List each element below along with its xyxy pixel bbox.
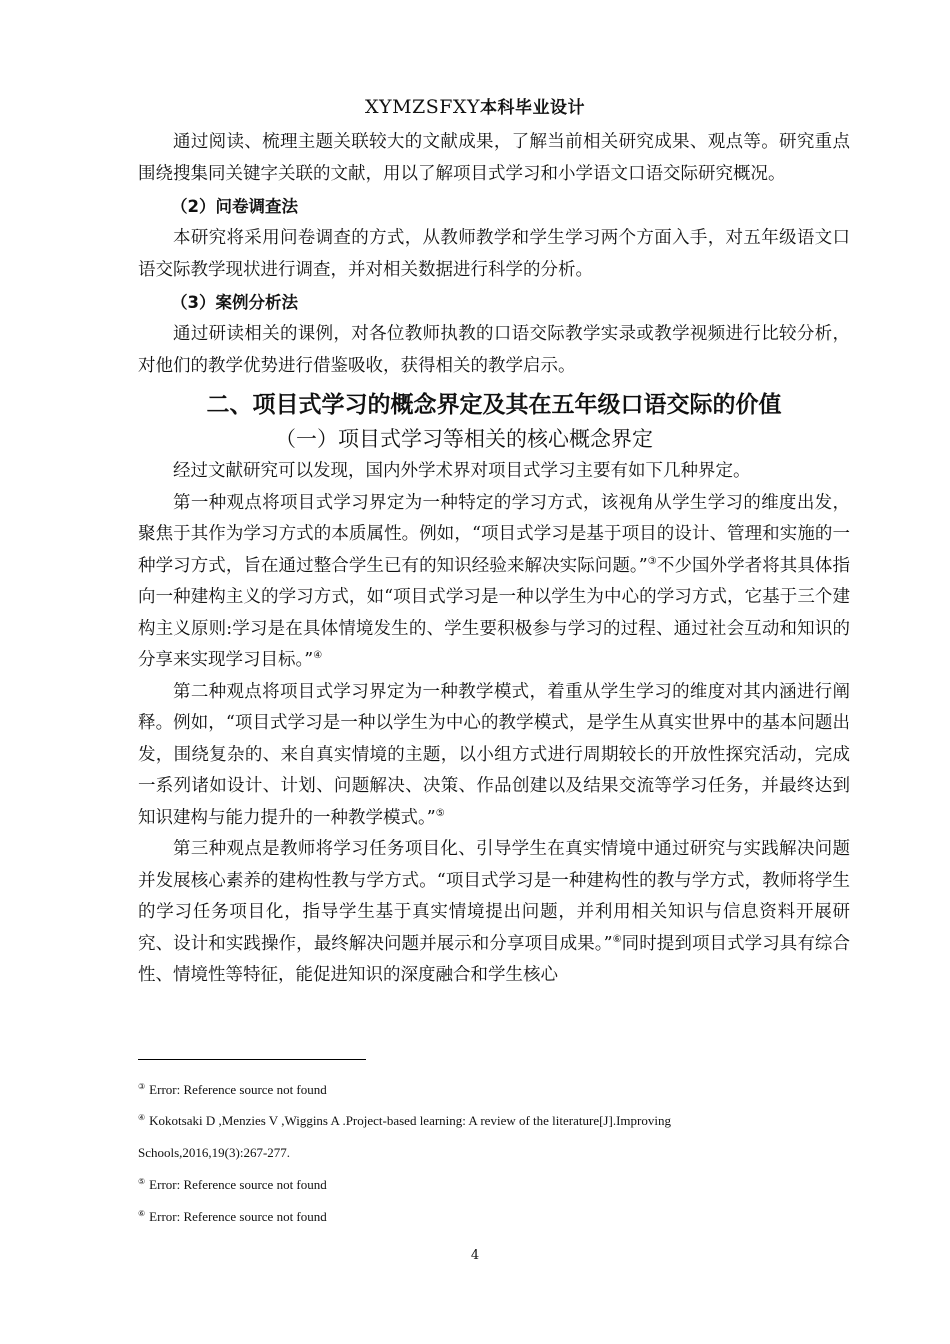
body-text bbox=[138, 127, 850, 992]
footnote-ref-5[interactable]: ⑤ bbox=[435, 807, 445, 819]
footnote-text: Error: Reference source not found bbox=[149, 1209, 327, 1224]
paragraph-intro: 经过文献研究可以发现，国内外学术界对项目式学习主要有如下几种界定。 bbox=[173, 461, 751, 481]
footnote-4-cont bbox=[138, 1145, 290, 1161]
view-three-text: 第三种观点是教师将学习任务项目化、引导学生在真实情境中通过研究与实践解决问题并发展核心素养的建构性教与学方式。“项目式学习是一种建构性的教与学方式，教师将学生的学习任务项目化，指导学生基于真实情境提出问题，并利用相关知识与信息资料开展研究、设计和实践操作，最终解决问题并展示和分享项目成果。” bbox=[138, 839, 850, 954]
header-latin: XYMZSFXY bbox=[365, 96, 480, 118]
footnote-text: Error: Reference source not found bbox=[149, 1177, 327, 1192]
paragraph-view-two bbox=[138, 677, 850, 835]
view-one-text: 第一种观点将项目式学习界定为一种特定的学习方式，该视角从学生学习的维度出发，聚焦于其作为学习方式的本质属性。例如，“项目式学习是基于项目的设计、管理和实施的一种学习方式，旨在通过整合学生已有的知识经验来解决实际问题。” bbox=[138, 492, 850, 576]
header-title: 本科毕业设计 bbox=[480, 98, 585, 118]
footnote-mark: ⑤ bbox=[138, 1176, 146, 1186]
paragraph-case: 通过研读相关的课例，对各位教师执教的口语交际教学实录或教学视频进行比较分析，对他们的教学优势进行借鉴吸收，获得相关的教学启示。 bbox=[138, 324, 850, 376]
footnote-ref-4[interactable]: ④ bbox=[313, 650, 323, 662]
footnote-text: Schools,2016,19(3):267-277. bbox=[138, 1145, 291, 1160]
footnote-mark: ④ bbox=[138, 1112, 146, 1122]
paragraph-survey: 本研究将采用问卷调查的方式，从教师教学和学生学习两个方面入手，对五年级语文口语交际教学现状进行调查，并对相关数据进行科学的分析。 bbox=[138, 228, 850, 280]
footnote-ref-6[interactable]: ⑥ bbox=[612, 933, 622, 945]
paragraph-view-three bbox=[138, 834, 850, 992]
heading-survey-method: （2）问卷调查法 bbox=[171, 197, 298, 216]
footnote-ref-3[interactable]: ③ bbox=[647, 555, 657, 567]
footnote-text: Error: Reference source not found bbox=[149, 1082, 327, 1097]
footnote-4 bbox=[138, 1113, 671, 1129]
footnote-6 bbox=[138, 1209, 327, 1225]
footnote-3 bbox=[138, 1082, 327, 1098]
footnote-mark: ⑥ bbox=[138, 1208, 146, 1218]
page-number: 4 bbox=[470, 1248, 480, 1263]
footnote-5 bbox=[138, 1177, 327, 1193]
section-heading: 二、项目式学习的概念界定及其在五年级口语交际的价值 bbox=[206, 392, 782, 418]
paragraph-view-one bbox=[138, 488, 850, 677]
subsection-heading: （一）项目式学习等相关的核心概念界定 bbox=[275, 427, 653, 451]
heading-case-method: （3）案例分析法 bbox=[171, 293, 298, 312]
footnote-separator bbox=[138, 1059, 366, 1060]
footnote-text: Kokotsaki D ,Menzies V ,Wiggins A .Project-based learning: A review of the literature[J].Improving bbox=[149, 1113, 671, 1128]
view-two-text: 第二种观点将项目式学习界定为一种教学模式，着重从学生学习的维度对其内涵进行阐释。例如，“项目式学习是一种以学生为中心的教学模式，是学生从真实世界中的基本问题出发，围绕复杂的、来自真实情境的主题，以小组方式进行周期较长的开放性探究活动，完成一系列诸如设计、计划、问题解决、决策、作品创建以及结果交流等学习任务，并最终达到知识建构与能力提升的一种教学模式。” bbox=[138, 681, 850, 828]
paragraph-literature: 通过阅读、梳理主题关联较大的文献成果，了解当前相关研究成果、观点等。研究重点围绕搜集同关键字关联的文献，用以了解项目式学习和小学语文口语交际研究概况。 bbox=[138, 132, 850, 184]
view-three-text-cont: 同时提到项目式学习具有综合性、情境性等特征，能促进知识的深度融合和学生核心 bbox=[138, 933, 850, 985]
running-header bbox=[0, 93, 950, 118]
view-one-text-cont: 不少国外学者将其具体指向一种建构主义的学习方式，如“项目式学习是一种以学生为中心的学习方式，它基于三个建构主义原则:学习是在具体情境发生的、学生要积极参与学习的过程、通过社会互动和知识的分享来实现学习目标。” bbox=[138, 555, 851, 670]
footnote-mark: ③ bbox=[138, 1081, 146, 1091]
